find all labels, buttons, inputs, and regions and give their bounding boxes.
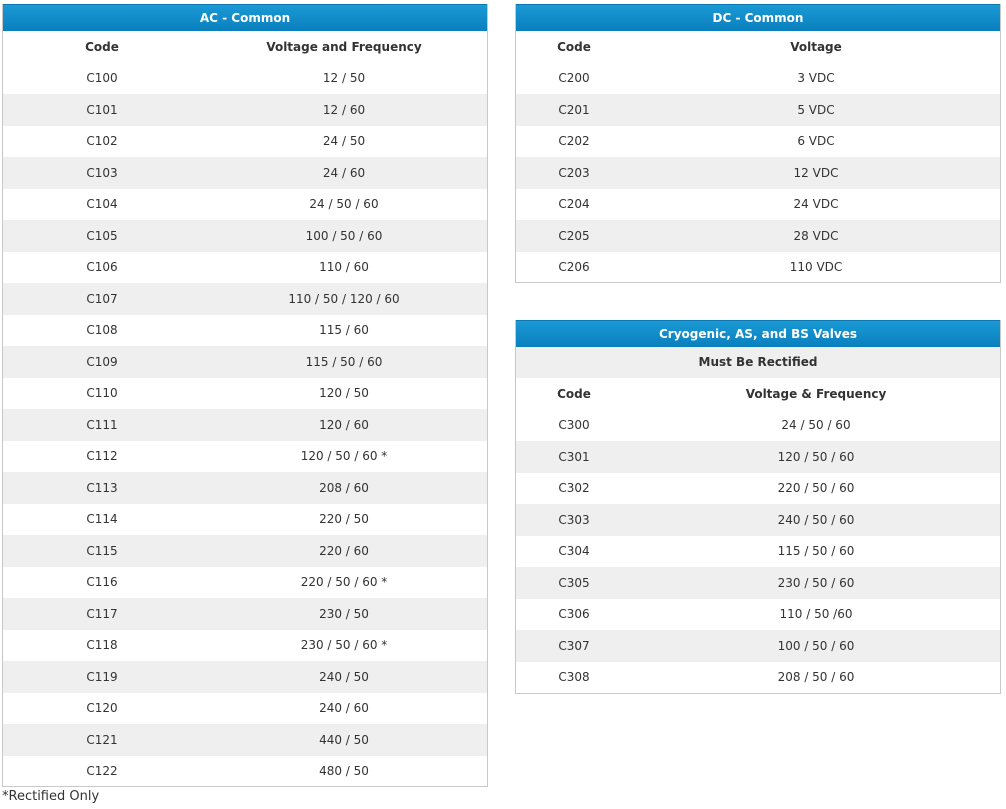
row-value: 120 / 60	[319, 417, 369, 432]
row-value: 208 / 50 / 60	[777, 670, 855, 685]
row-value: 115 / 60	[319, 323, 369, 338]
row-value: 240 / 60	[319, 701, 369, 716]
row-code: C107	[86, 291, 118, 306]
row-code: C302	[558, 481, 590, 496]
row-value: 120 / 50 / 60 *	[300, 449, 388, 464]
table-row	[516, 630, 1000, 662]
row-code: C203	[558, 165, 590, 180]
table-row	[3, 441, 487, 473]
table-row	[516, 63, 1000, 95]
row-value: 12 VDC	[793, 165, 839, 180]
row-code: C106	[86, 260, 118, 275]
row-value: 28 VDC	[793, 228, 839, 243]
table-row	[3, 535, 487, 567]
row-code: C108	[86, 323, 118, 338]
ac-common-table	[2, 4, 488, 787]
row-code: C206	[558, 260, 590, 275]
row-code: C104	[86, 197, 118, 212]
row-code: C300	[558, 418, 590, 433]
row-value: 24 / 60	[322, 165, 366, 180]
table-row	[516, 189, 1000, 221]
row-code: C200	[558, 71, 590, 86]
row-code: C110	[86, 386, 118, 401]
cryo-col-value: Voltage & Frequency	[745, 386, 887, 401]
ac-col-code: Code	[85, 39, 119, 54]
row-code: C120	[86, 701, 118, 716]
table-row	[3, 598, 487, 630]
table-row	[3, 724, 487, 756]
row-code: C304	[558, 544, 590, 559]
row-code: C116	[86, 575, 118, 590]
row-code: C201	[558, 102, 590, 117]
table-row	[516, 599, 1000, 631]
table-row	[3, 63, 487, 95]
row-value: 100 / 50 / 60	[305, 228, 383, 243]
cryo-col-code: Code	[557, 386, 591, 401]
table-row	[516, 473, 1000, 505]
table-row	[516, 567, 1000, 599]
row-code: C102	[86, 134, 118, 149]
row-value: 110 / 50 /60	[779, 607, 853, 622]
cryo-header-row	[516, 378, 1000, 410]
table-row	[516, 157, 1000, 189]
row-value: 12 / 50	[322, 71, 366, 86]
row-code: C100	[86, 71, 118, 86]
table-row	[3, 504, 487, 536]
table-row	[3, 220, 487, 252]
row-value: 240 / 50 / 60	[777, 512, 855, 527]
row-code: C103	[86, 165, 118, 180]
row-value: 5 VDC	[797, 102, 835, 117]
row-code: C111	[86, 417, 118, 432]
row-value: 230 / 50	[319, 606, 369, 621]
ac-table-title: AC - Common	[3, 4, 487, 31]
table-row	[516, 252, 1000, 284]
table-row	[516, 504, 1000, 536]
table-row	[3, 189, 487, 221]
row-value: 440 / 50	[319, 732, 369, 747]
table-row	[516, 410, 1000, 442]
table-row	[3, 409, 487, 441]
table-row	[516, 126, 1000, 158]
row-code: C301	[558, 449, 590, 464]
row-value: 100 / 50 / 60	[777, 638, 855, 653]
cryo-subtitle: Must Be Rectified	[516, 347, 1000, 378]
cryo-table-title: Cryogenic, AS, and BS Valves	[516, 320, 1000, 347]
ac-header-row	[3, 31, 487, 63]
table-row	[3, 378, 487, 410]
dc-rows	[516, 63, 1000, 284]
row-value: 208 / 60	[319, 480, 369, 495]
table-row	[3, 661, 487, 693]
dc-col-code: Code	[557, 39, 591, 54]
table-row	[3, 126, 487, 158]
row-code: C109	[86, 354, 118, 369]
table-row	[3, 693, 487, 725]
row-value: 240 / 50	[319, 669, 369, 684]
table-row	[516, 441, 1000, 473]
row-code: C306	[558, 607, 590, 622]
row-code: C308	[558, 670, 590, 685]
row-code: C305	[558, 575, 590, 590]
dc-col-value: Voltage	[790, 39, 842, 54]
row-value: 24 / 50	[322, 134, 366, 149]
row-value: 24 VDC	[793, 197, 839, 212]
row-code: C105	[86, 228, 118, 243]
row-value: 12 / 60	[322, 102, 366, 117]
row-code: C115	[86, 543, 118, 558]
row-value: 220 / 50 / 60 *	[300, 575, 388, 590]
table-row	[3, 756, 487, 788]
row-code: C113	[86, 480, 118, 495]
table-row	[3, 252, 487, 284]
footnote: *Rectified Only	[2, 789, 100, 804]
dc-common-table	[515, 4, 1001, 283]
row-value: 110 VDC	[789, 260, 843, 275]
row-value: 220 / 50 / 60	[777, 481, 855, 496]
table-row	[516, 662, 1000, 694]
row-value: 220 / 50	[319, 512, 369, 527]
row-code: C307	[558, 638, 590, 653]
table-row	[3, 630, 487, 662]
row-value: 110 / 60	[319, 260, 369, 275]
cryogenic-valves-table	[515, 320, 1001, 694]
row-code: C204	[558, 197, 590, 212]
row-code: C101	[86, 102, 118, 117]
row-value: 115 / 50 / 60	[305, 354, 383, 369]
row-value: 24 / 50 / 60	[309, 197, 379, 212]
row-value: 120 / 50	[319, 386, 369, 401]
row-value: 110 / 50 / 120 / 60	[288, 291, 400, 306]
row-code: C112	[86, 449, 118, 464]
table-row	[3, 315, 487, 347]
row-code: C121	[86, 732, 118, 747]
row-value: 220 / 60	[319, 543, 369, 558]
row-code: C122	[86, 764, 118, 779]
ac-col-value: Voltage and Frequency	[266, 39, 422, 54]
row-value: 3 VDC	[797, 71, 835, 86]
table-row	[3, 283, 487, 315]
table-row	[3, 472, 487, 504]
row-code: C114	[86, 512, 118, 527]
dc-table-title: DC - Common	[516, 4, 1000, 31]
row-value: 230 / 50 / 60	[777, 575, 855, 590]
table-row	[3, 94, 487, 126]
row-value: 24 / 50 / 60	[781, 418, 851, 433]
cryo-rows	[516, 410, 1000, 694]
row-code: C119	[86, 669, 118, 684]
row-value: 6 VDC	[797, 134, 835, 149]
table-row	[516, 220, 1000, 252]
row-code: C117	[86, 606, 118, 621]
dc-header-row	[516, 31, 1000, 63]
table-row	[3, 346, 487, 378]
row-code: C118	[86, 638, 118, 653]
table-row	[3, 567, 487, 599]
ac-rows	[3, 63, 487, 788]
row-code: C202	[558, 134, 590, 149]
row-value: 230 / 50 / 60 *	[300, 638, 388, 653]
row-value: 115 / 50 / 60	[777, 544, 855, 559]
row-value: 120 / 50 / 60	[777, 449, 855, 464]
row-value: 480 / 50	[319, 764, 369, 779]
table-row	[3, 157, 487, 189]
row-code: C303	[558, 512, 590, 527]
row-code: C205	[558, 228, 590, 243]
table-row	[516, 94, 1000, 126]
table-row	[516, 536, 1000, 568]
